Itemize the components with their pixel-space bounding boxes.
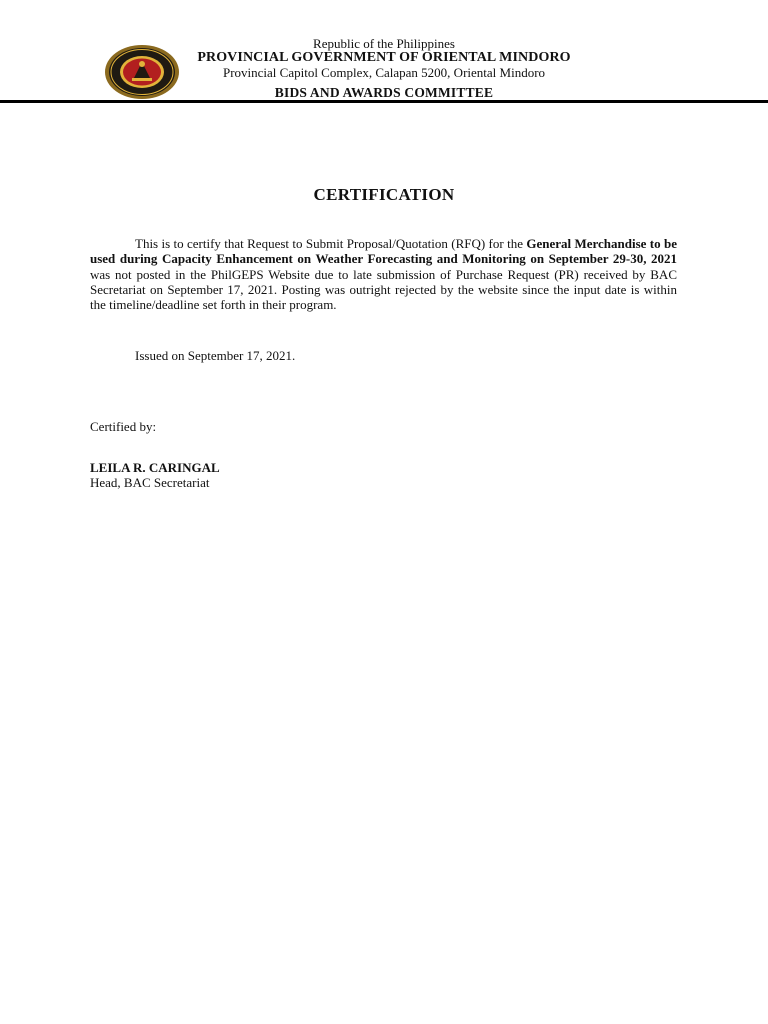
document-title: CERTIFICATION xyxy=(313,185,455,204)
signatory-title: Head, BAC Secretariat xyxy=(90,475,210,490)
paragraph-text-end: was not posted in the PhilGEPS Website due to late submission of Purchase Request (PR) received by BAC Secretariat on September 17, 2021. Posting was outright rejected by the website since the input date is within the timeline/deadline set forth in their program. xyxy=(90,266,677,313)
signatory-name: LEILA R. CARINGAL xyxy=(90,460,220,475)
header-divider xyxy=(0,100,768,103)
header-government: PROVINCIAL GOVERNMENT OF ORIENTAL MINDORO xyxy=(197,50,571,65)
issued-date: Issued on September 17, 2021. xyxy=(135,348,296,363)
header-address: Provincial Capitol Complex, Calapan 5200, Oriental Mindoro xyxy=(222,65,546,80)
paragraph-bold-subject: General Merchandise to be used during Capacity Enhancement on Weather Forecasting and Monitoring on September 29-30, 2021 xyxy=(90,236,677,267)
certification-paragraph xyxy=(90,236,677,312)
header-committee: BIDS AND AWARDS COMMITTEE xyxy=(274,85,494,100)
certified-by-label: Certified by: xyxy=(90,419,157,434)
header-republic: Republic of the Philippines xyxy=(313,36,455,51)
paragraph-text-start: This is to certify that Request to Submit Proposal/Quotation (RFQ) for the xyxy=(135,236,527,251)
